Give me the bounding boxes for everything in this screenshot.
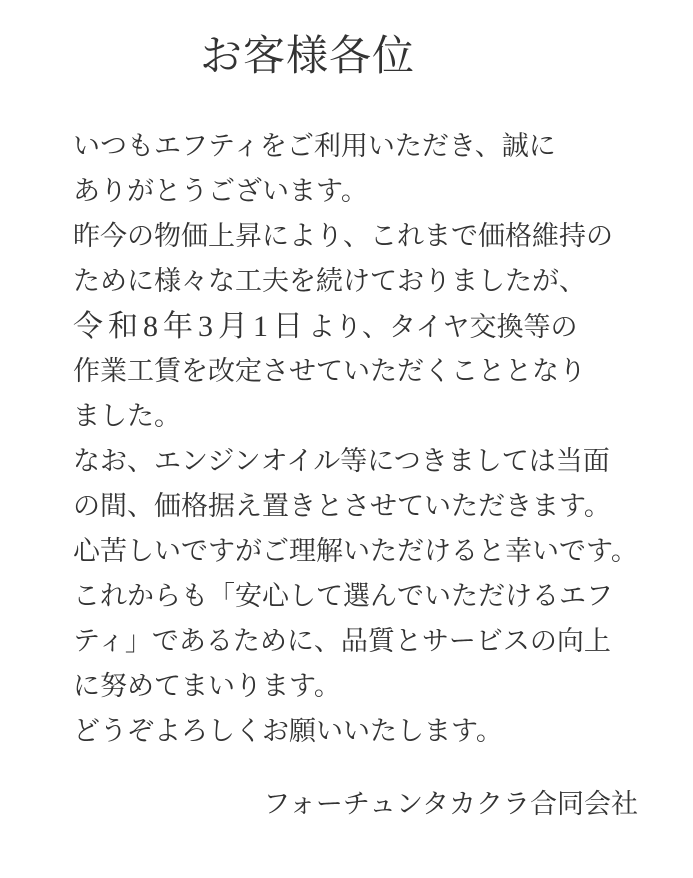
- body-line: ために様々な工夫を続けておりましたが、: [73, 266, 586, 296]
- body-line-rest: より、タイヤ交換等の: [308, 312, 578, 342]
- body-line: ました。: [73, 401, 181, 431]
- body-line: に努めてまいります。: [73, 671, 341, 701]
- notice-body: [73, 124, 648, 754]
- body-line-with-date: [73, 304, 648, 349]
- body-line: 昨今の物価上昇により、これまで価格維持の: [73, 221, 613, 251]
- body-line: ティ」であるために、品質とサービスの向上: [73, 626, 611, 656]
- body-line: 心苦しいですがご理解いただけると幸いです。: [73, 536, 638, 566]
- company-signature: フォーチュンタカクラ合同会社: [263, 789, 638, 819]
- body-line: これからも「安心して選んでいただけるエフ: [73, 581, 613, 611]
- page-title: お客様各位: [200, 32, 416, 79]
- body-line: ありがとうございます。: [73, 176, 368, 206]
- body-line: どうぞよろしくお願いいたします。: [73, 716, 503, 746]
- body-line: なお、エンジンオイル等につきましては当面: [73, 446, 610, 476]
- body-line: の間、価格据え置きとさせていただきます。: [73, 491, 611, 521]
- body-line: いつもエフティをご利用いただき、誠に: [73, 131, 556, 161]
- revision-date: 令和8年3月1日: [73, 310, 308, 343]
- body-line: 作業工賃を改定させていただくこととなり: [73, 356, 586, 386]
